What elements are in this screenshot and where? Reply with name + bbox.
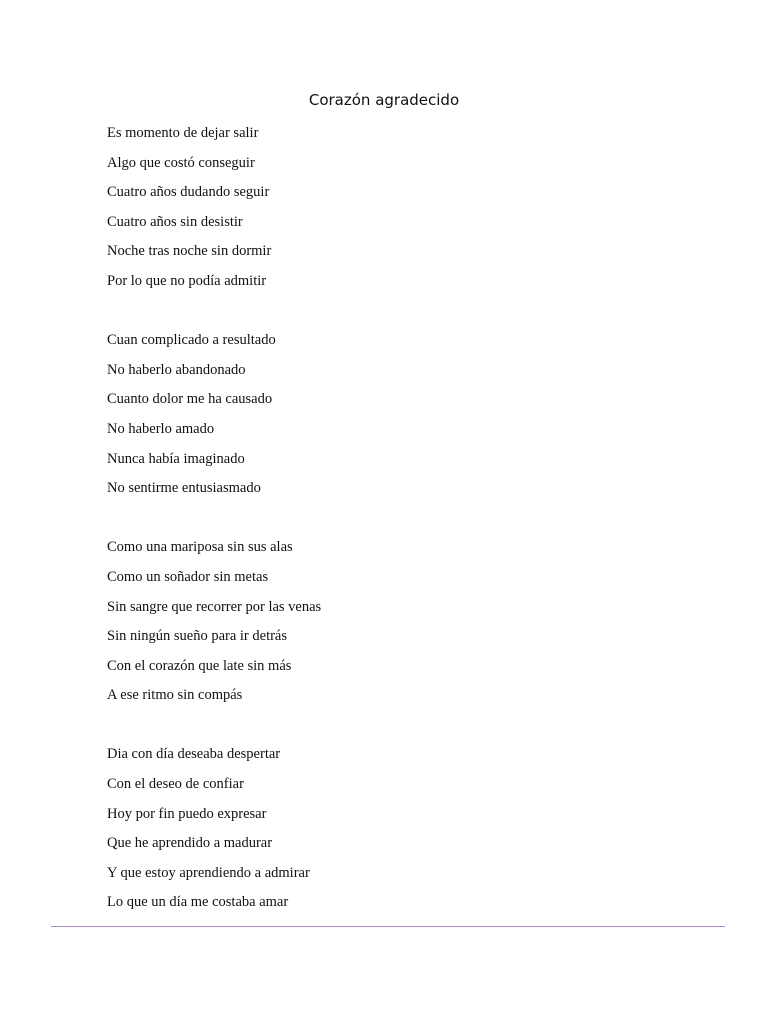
poem-body — [107, 119, 707, 918]
poem-line: Como una mariposa sin sus alas — [107, 539, 293, 556]
poem-line: Como un soñador sin metas — [107, 568, 269, 585]
poem-line: Cuan complicado a resultado — [107, 332, 276, 349]
poem-line: Sin ningún sueño para ir detrás — [107, 628, 288, 645]
poem-line: Hoy por fin puedo expresar — [107, 805, 267, 822]
poem-line: Nunca había imaginado — [107, 450, 245, 467]
stanza-3 — [107, 533, 707, 711]
stanza-2 — [107, 326, 707, 504]
poem-line: No sentirme entusiasmado — [107, 480, 261, 497]
poem-line: A ese ritmo sin compás — [107, 687, 243, 704]
poem-line: Es momento de dejar salir — [107, 125, 259, 141]
stanza-1 — [107, 119, 707, 297]
poem-line: Algo que costó conseguir — [107, 154, 255, 171]
poem-line: Por lo que no podía admitir — [107, 272, 267, 289]
poem-title: Corazón agradecido — [308, 91, 460, 109]
poem-line: Cuatro años sin desistir — [107, 213, 243, 230]
poem-line: Con el corazón que late sin más — [107, 657, 292, 674]
poem-line: Noche tras noche sin dormir — [107, 243, 272, 260]
poem-line: Con el deseo de confiar — [107, 776, 244, 793]
poem-line: Cuanto dolor me ha causado — [107, 391, 273, 408]
poem-line: Sin sangre que recorrer por las venas — [107, 598, 322, 615]
poem-line: Lo que un día me costaba amar — [107, 894, 289, 911]
poem-line: Cuatro años dudando seguir — [107, 184, 270, 201]
poem-line: No haberlo amado — [107, 420, 215, 437]
poem-line: Dia con día deseaba despertar — [107, 746, 281, 763]
poem-line: Y que estoy aprendiendo a admirar — [107, 864, 310, 881]
stanza-4 — [107, 740, 707, 918]
poem-line: No haberlo abandonado — [107, 361, 246, 378]
footer-divider — [51, 926, 725, 927]
poem-line: Que he aprendido a madurar — [107, 835, 273, 852]
